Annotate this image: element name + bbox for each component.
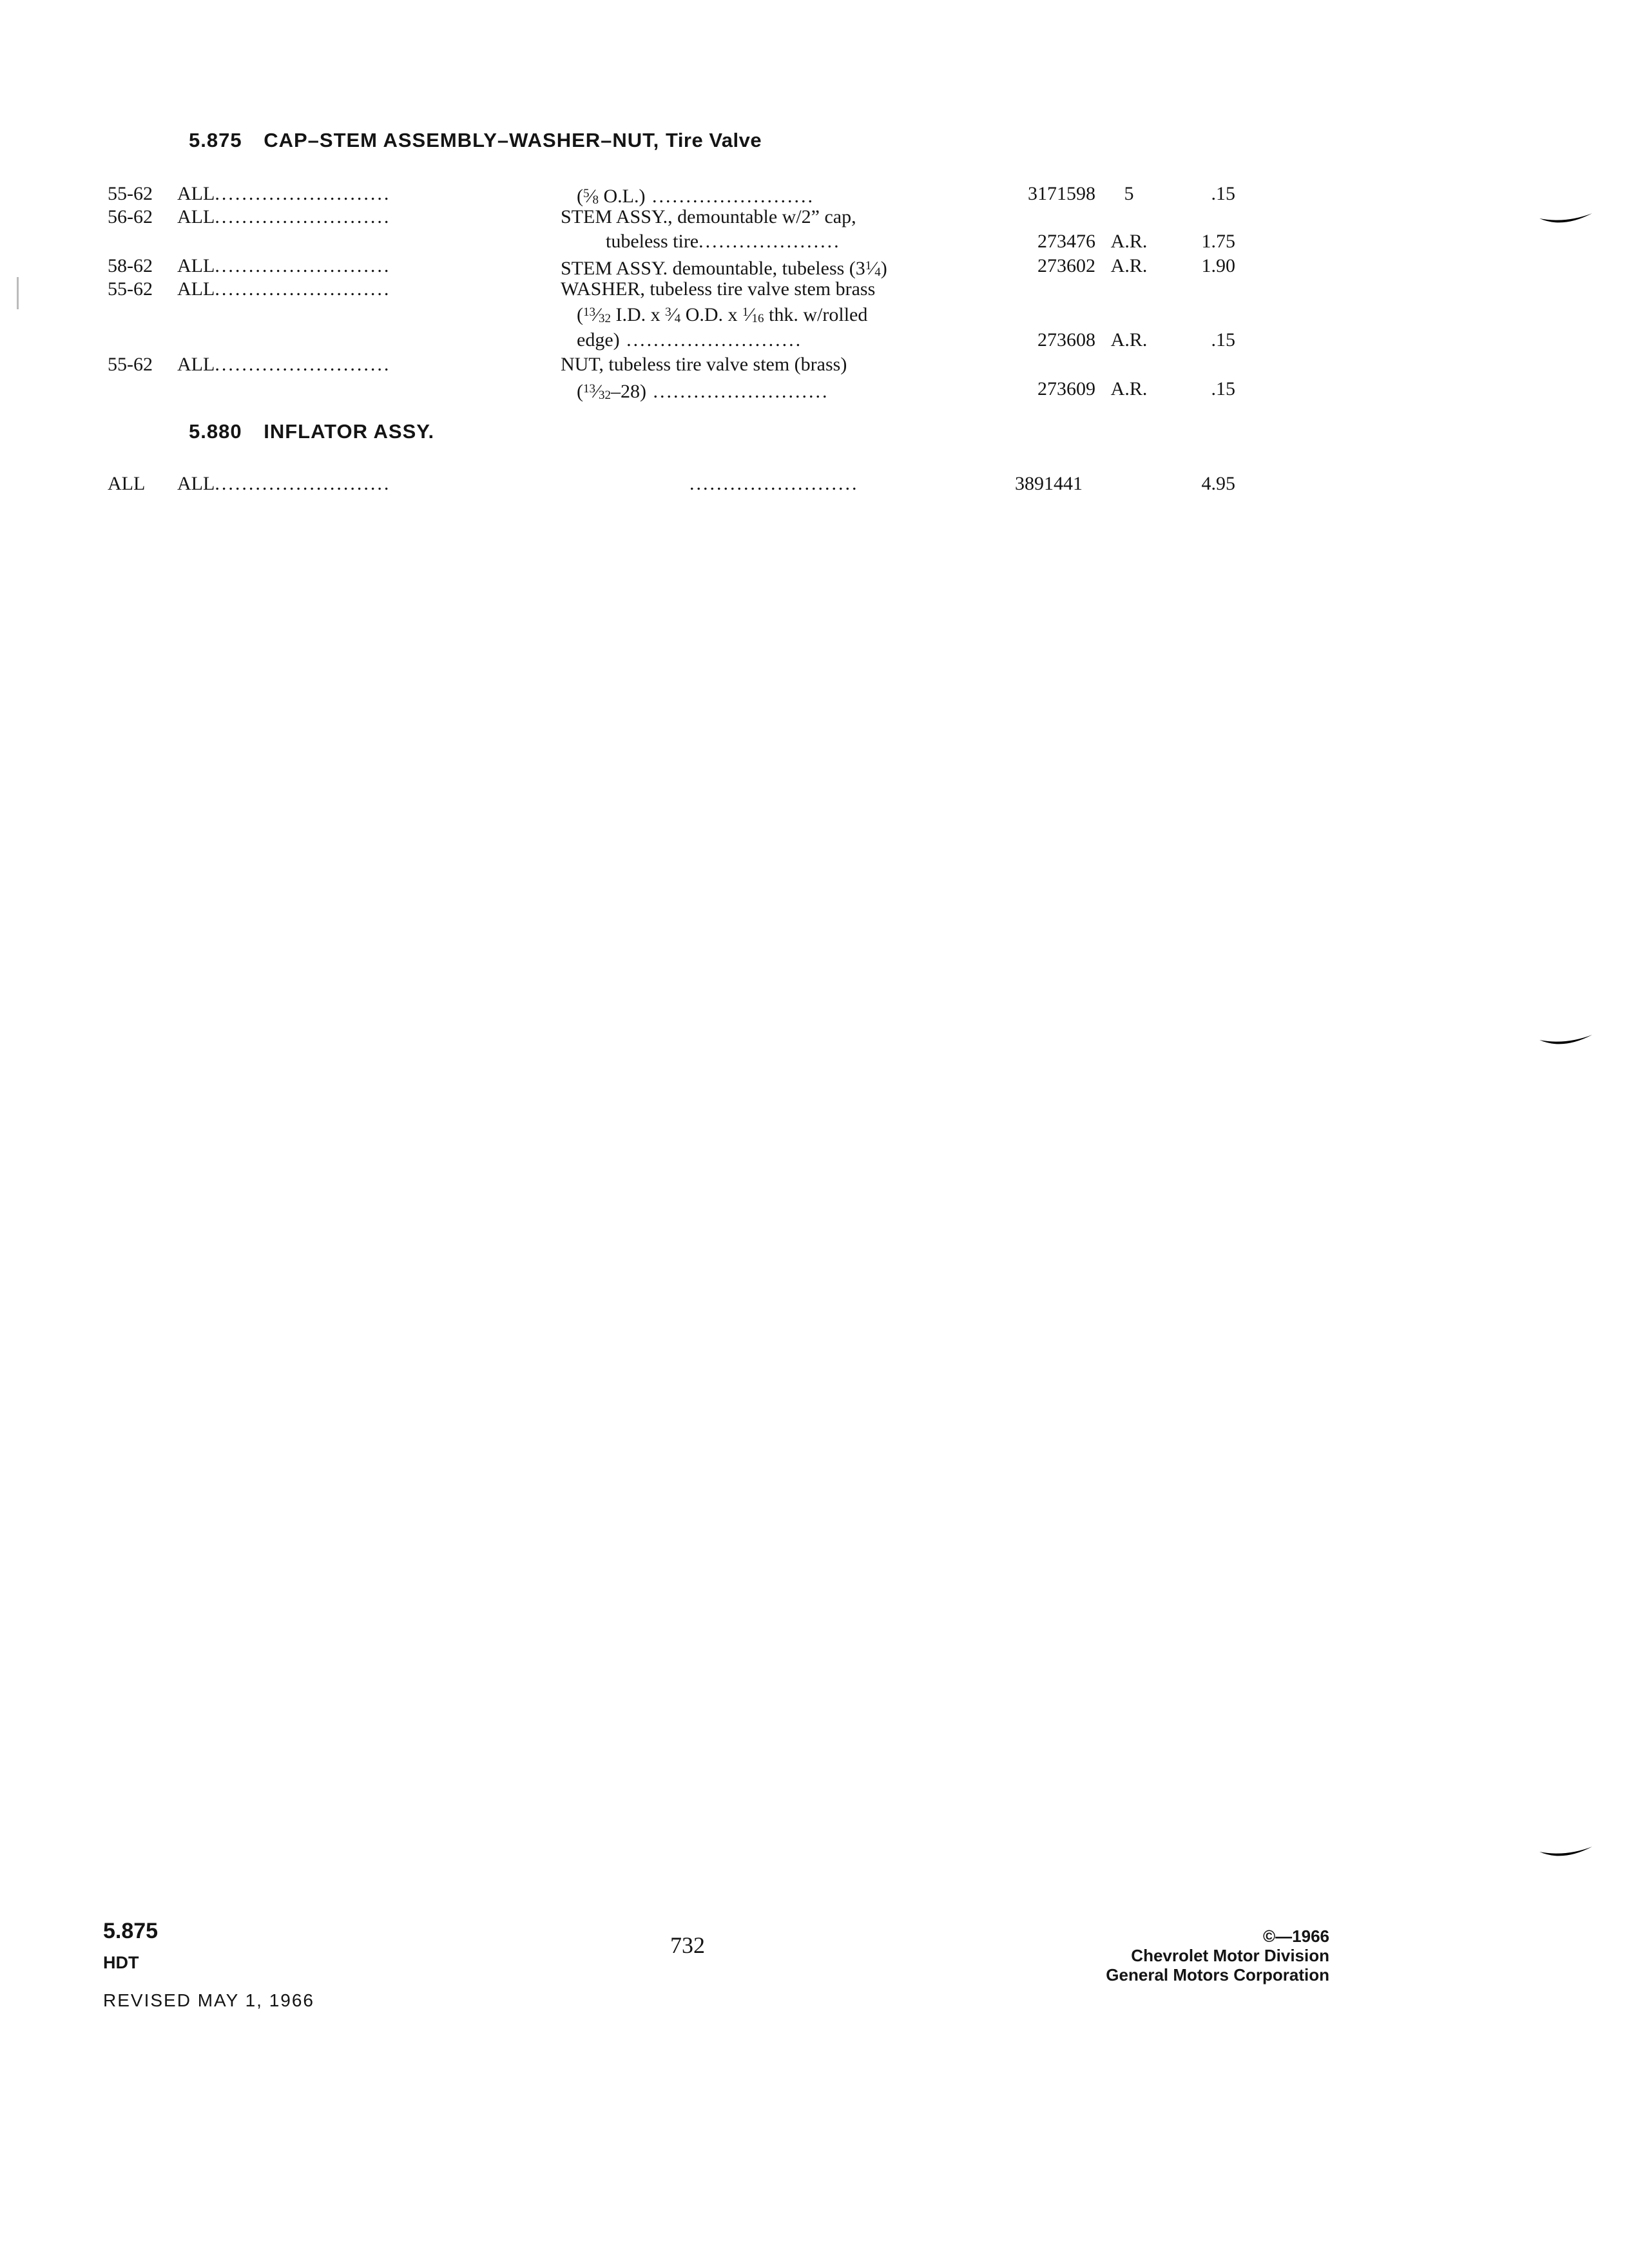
price: .15 [1211, 329, 1235, 351]
scan-edge-mark [17, 277, 19, 309]
year-range: 55-62 [108, 183, 153, 204]
footer-revised-date: REVISED MAY 1, 1966 [103, 1990, 314, 2010]
year-range: 58-62 [108, 255, 153, 276]
part-description: WASHER, tubeless tire valve stem brass [561, 278, 876, 300]
part-description-leader: ......................... [689, 473, 859, 494]
quantity: A.R. [1110, 255, 1148, 276]
model: ALL.......................... [177, 206, 391, 227]
part-number: 273602 [1037, 255, 1095, 276]
footer-copyright: ©—1966 [1263, 1927, 1329, 1946]
year-range: ALL [108, 473, 146, 494]
part-description: ($^{13}$⁄32 I.D. x $^3$⁄4 O.D. x $^1$⁄16 thk. w/rolled [577, 304, 868, 325]
quantity: A.R. [1110, 329, 1148, 351]
model: ALL.......................... [177, 183, 391, 204]
part-number: 273609 [1037, 378, 1095, 399]
section-heading-5880 [189, 420, 434, 443]
part-description: ($^5$⁄8 O.L.) ........................ [577, 186, 815, 207]
price: 4.95 [1201, 473, 1235, 494]
year-range: 55-62 [108, 354, 153, 375]
footer-section-number: 5.875 [103, 1919, 159, 1943]
punch-hole-mark-icon [1537, 1031, 1595, 1050]
part-number: 3171598 [1028, 183, 1095, 204]
year-range: 56-62 [108, 206, 153, 227]
page-number: 732 [670, 1932, 705, 1958]
part-description: ($^{13}$⁄32–28) .......................... [577, 381, 829, 402]
section-number: 5.880 [189, 420, 242, 443]
punch-hole-mark-icon [1537, 1843, 1595, 1862]
part-number: 273608 [1037, 329, 1095, 351]
price: .15 [1211, 378, 1235, 399]
price: 1.90 [1201, 255, 1235, 276]
footer-division: Chevrolet Motor Division [1131, 1946, 1329, 1965]
quantity: A.R. [1110, 231, 1148, 252]
quantity: 5 [1124, 183, 1134, 204]
quantity: A.R. [1110, 378, 1148, 399]
model: ALL.......................... [177, 354, 391, 375]
section-title: CAP–STEM ASSEMBLY–WASHER–NUT, [264, 129, 660, 151]
part-description: STEM ASSY., demountable w/2” cap, [561, 206, 856, 227]
part-description: STEM ASSY. demountable, tubeless $(3^1⁄4)$ [561, 258, 887, 279]
punch-hole-mark-icon [1537, 209, 1595, 229]
footer-corporation: General Motors Corporation [1106, 1965, 1329, 1984]
model: ALL.......................... [177, 278, 391, 300]
year-range: 55-62 [108, 278, 153, 300]
section-subtitle: Tire Valve [665, 129, 762, 151]
section-number: 5.875 [189, 129, 242, 151]
model: ALL.......................... [177, 473, 391, 494]
part-number: 273476 [1037, 231, 1095, 252]
price: .15 [1211, 183, 1235, 204]
footer-model: HDT [103, 1953, 139, 1972]
model: ALL.......................... [177, 255, 391, 276]
section-title: INFLATOR ASSY. [264, 420, 435, 443]
part-description: edge) .......................... [577, 329, 803, 351]
section-heading-5875 [189, 129, 762, 152]
part-description: NUT, tubeless tire valve stem (brass) [561, 354, 847, 375]
part-description: tubeless tire..................... [606, 231, 841, 252]
part-number: 3891441 [1015, 473, 1083, 494]
price: 1.75 [1201, 231, 1235, 252]
